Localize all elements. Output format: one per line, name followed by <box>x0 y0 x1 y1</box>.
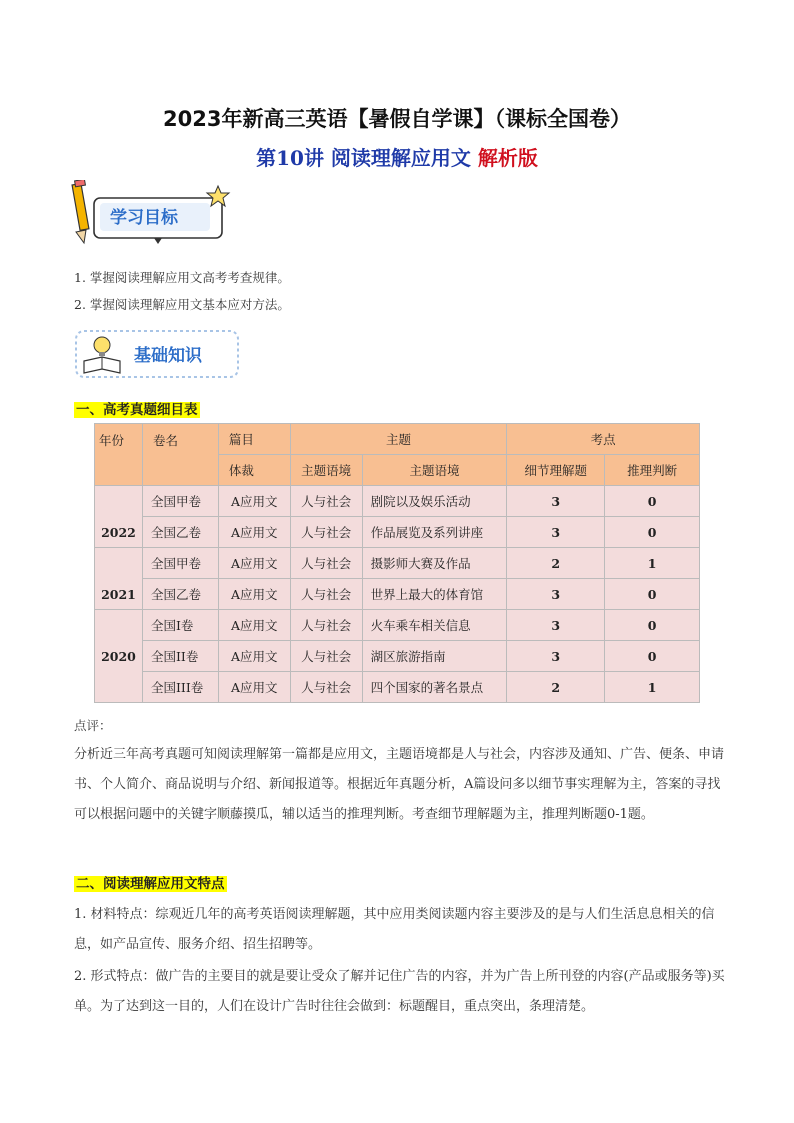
table-header-row <box>95 424 700 455</box>
goal-item: 1. 掌握阅读理解应用文高考考查规律。 <box>74 270 290 285</box>
year-cell: 2022 <box>95 486 143 548</box>
learning-goals-badge <box>70 180 235 252</box>
goal-item: 2. 掌握阅读理解应用文基本应对方法。 <box>74 297 290 312</box>
basics-badge-label: 基础知识 <box>134 346 202 366</box>
year-cell: 2021 <box>95 548 143 610</box>
section-2-heading: 二、阅读理解应用文特点 <box>76 876 225 892</box>
goals-badge-label: 学习目标 <box>110 208 178 228</box>
year-cell: 2020 <box>95 610 143 703</box>
feature-paragraph-1: 1. 材料特点：综观近几年的高考英语阅读理解题，其中应用类阅读题内容主要涉及的是与人们生活息息相关的信息，如产品宣传、服务介绍、招生招聘等。 <box>74 907 715 952</box>
table-row: 全国乙卷 A应用文 人与社会 世界上最大的体育馆 3 0 <box>95 579 700 610</box>
header-context-2: 主题语境 <box>362 455 507 486</box>
table-row: 2020 全国I卷 A应用文 人与社会 火车乘车相关信息 3 0 <box>95 610 700 641</box>
subtitle-main: 第10讲 阅读理解应用文 <box>256 146 471 170</box>
table-row: 全国III卷 A应用文 人与社会 四个国家的著名景点 2 1 <box>95 672 700 703</box>
subtitle-version: 解析版 <box>477 146 538 170</box>
table-row: 2021 全国甲卷 A应用文 人与社会 摄影师大赛及作品 2 1 <box>95 548 700 579</box>
page-subtitle <box>0 142 794 171</box>
table-row: 全国乙卷 A应用文 人与社会 作品展览及系列讲座 3 0 <box>95 517 700 548</box>
header-topic: 主题 <box>290 424 507 455</box>
header-detail: 细节理解题 <box>507 455 605 486</box>
exam-topics-table <box>94 423 700 703</box>
header-infer: 推理判断 <box>605 455 700 486</box>
header-context: 主题语境 <box>290 455 362 486</box>
table-row: 2022 全国甲卷 A应用文 人与社会 剧院以及娱乐活动 3 0 <box>95 486 700 517</box>
header-genre-1: 篇目 <box>218 424 290 455</box>
pencil-icon <box>72 180 89 243</box>
comment-text: 分析近三年高考真题可知阅读理解第一篇都是应用文，主题语境都是人与社会，内容涉及通知、广告、便条、申请书、个人简介、商品说明与介绍、新闻报道等。根据近年真题分析，A篇设问多以细节事实理解为主，答案的寻找可以根据问题中的关键字顺藤摸瓜，辅以适当的推理判断。考查细节理解题为主，推理判断题0-1题。 <box>74 747 725 822</box>
feature-paragraph-2: 2. 形式特点：做广告的主要目的就是要让受众了解并记住广告的内容，并为广告上所刊登的内容(产品或服务等)买单。为了达到这一目的，人们在设计广告时往往会做到：标题醒目，重点突出，条理清楚。 <box>74 969 725 1014</box>
header-year: 年份 <box>95 424 143 486</box>
header-points: 考点 <box>507 424 700 455</box>
table-row: 全国II卷 A应用文 人与社会 湖区旅游指南 3 0 <box>95 641 700 672</box>
basic-knowledge-badge <box>72 325 244 385</box>
header-paper: 卷名 <box>142 424 218 486</box>
section-1-heading: 一、高考真题细目表 <box>76 402 198 418</box>
page-title: 2023年新高三英语【暑假自学课】（课标全国卷） <box>163 107 631 131</box>
comment-label: 点评： <box>74 718 112 733</box>
header-genre-2: 体裁 <box>218 455 290 486</box>
